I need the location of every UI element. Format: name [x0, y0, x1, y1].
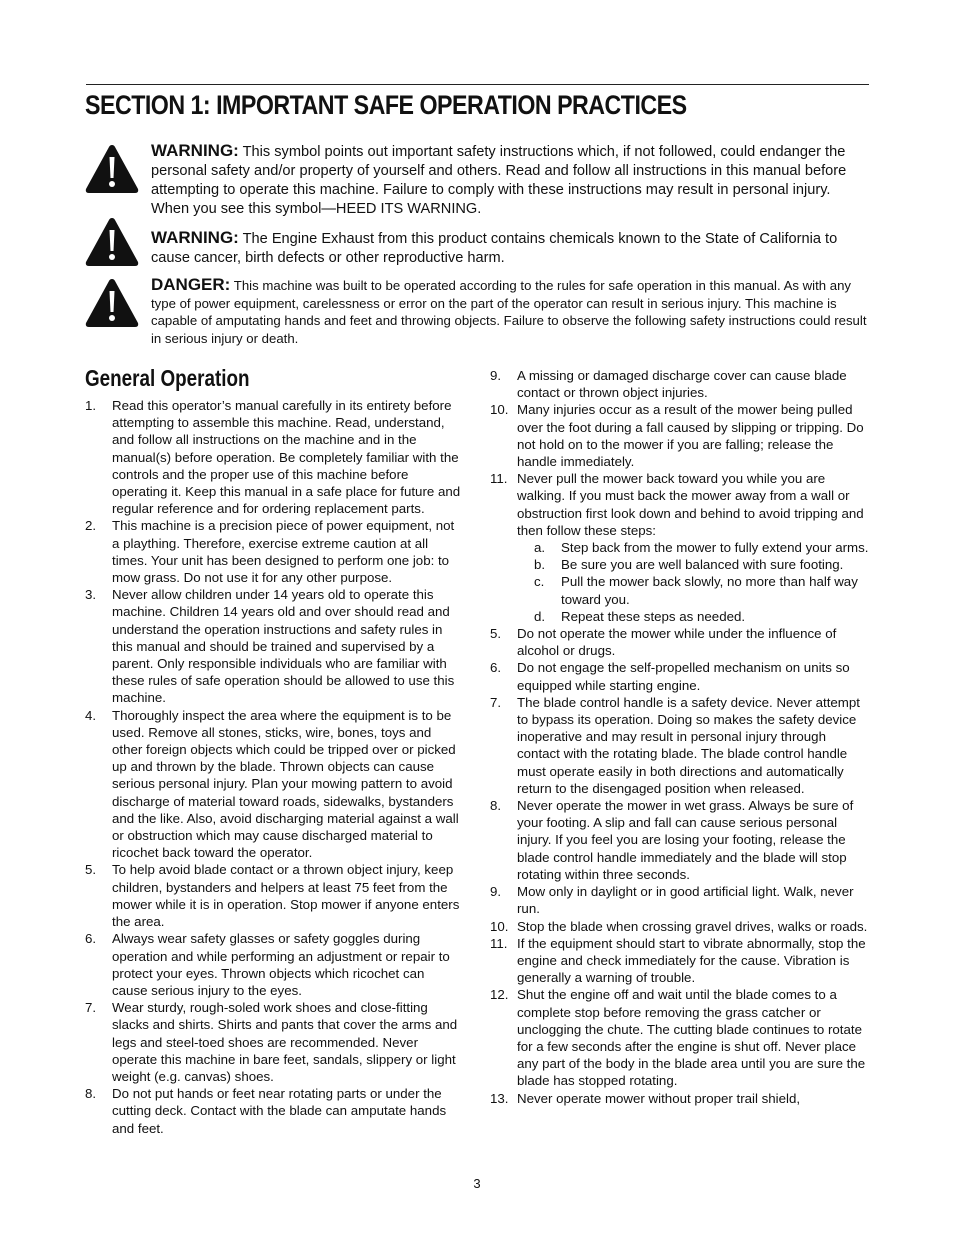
list-item: 10. Many injuries occur as a result of the mower being pulled over the foot during a fall caused by slipping or tripping. Do not hold on to the mower if you are falling; release the handle immediately.: [490, 402, 864, 470]
sub-steps-list: [517, 539, 870, 625]
list-item: 9. Mow only in daylight or in good artificial light. Walk, never run.: [490, 884, 854, 917]
notice-text: This symbol points out important safety instructions which, if not followed, could endanger the personal safety and/or property of yourself and others. Read and follow all instructions in this manual before attempting to operate this machine. Failure to comply with these instructions may result in personal injury. When you see this symbol—HEED ITS WARNING.: [151, 144, 847, 217]
list-item: 9. A missing or damaged discharge cover can cause blade contact or thrown object injuries.: [490, 368, 847, 401]
list-item: 3. Never allow children under 14 years old to operate this machine. Children 14 years old and over should read and understand the operation instructions and safety rules in this manual and should be trained and supervised by a parent. Only responsible individuals who are familiar with these rules of safe operation should be allowed to use this machine.: [85, 587, 455, 706]
sub-list-item: b. Be sure you are well balanced with sure footing.: [534, 557, 844, 573]
general-operation-list-right: [490, 367, 870, 1107]
warning-notice-safety-symbol: [151, 141, 869, 219]
warning-label: WARNING:: [151, 228, 239, 247]
notice-text: The Engine Exhaust from this product contains chemicals known to the State of California to cause cancer, birth defects or other reproductive harm.: [151, 231, 838, 266]
list-item: 2. This machine is a precision piece of power equipment, not a plaything. Therefore, exercise extreme caution at all times. Your unit has been designed to perform one job: to mow grass. Do not use it for any other purpose.: [85, 518, 455, 586]
list-item: 7. Wear sturdy, rough-soled work shoes and close-fitting slacks and shirts. Shirts and pants that cover the arms and legs and steel-toed shoes are recommended. Never operate this machine in bare feet, sandals, slippery or light weight (e.g. canvas) shoes.: [85, 1000, 458, 1084]
general-operation-heading: General Operation: [85, 365, 250, 391]
list-item: 6. Do not engage the self-propelled mechanism on units so equipped while starting engine.: [490, 660, 850, 693]
warning-triangle-icon: [84, 143, 140, 195]
general-operation-list-left: [85, 397, 463, 1137]
list-item: 11. Never pull the mower back toward you while you are walking. If you must back the mower away from a wall or obstruction first look down and behind to avoid tripping and then follow these steps: a. Step back from the mower to fully extend your arms. b. Be sure you are well balanced with sure footing. c. Pull the mower back slowly, no more than half way toward you. d. Repeat these steps as needed.: [490, 471, 869, 624]
section-title: SECTION 1: IMPORTANT SAFE OPERATION PRACTICES: [85, 90, 687, 120]
list-item: 5. Do not operate the mower while under the influence of alcohol or drugs.: [490, 626, 837, 659]
sub-list-item: a. Step back from the mower to fully extend your arms.: [534, 540, 869, 556]
list-item: 6. Always wear safety glasses or safety goggles during operation and while performing an adjustment or repair to protect your eyes. Thrown objects which ricochet can cause serious injury to the eyes.: [85, 931, 450, 998]
list-item: 10. Stop the blade when crossing gravel drives, walks or roads.: [490, 918, 868, 934]
warning-label: WARNING:: [151, 141, 239, 160]
danger-triangle-icon: [84, 277, 140, 329]
list-item: 7. The blade control handle is a safety device. Never attempt to bypass its operation. Doing so makes the safety device inoperative and may result in personal injury through contact with the rotating blade. The blade control handle must operate easily in both directions and automatically return to the disengaged position when released.: [490, 694, 860, 796]
header-rule: [86, 84, 869, 85]
list-item: 11. If the equipment should start to vibrate abnormally, stop the engine and check immediately for the cause. Vibration is generally a warning of trouble.: [490, 935, 866, 986]
sub-list-item: d. Repeat these steps as needed.: [534, 608, 746, 624]
page-number: 3: [473, 1176, 481, 1191]
list-item: 8. Never operate the mower in wet grass. Always be sure of your footing. A slip and fall can cause serious personal injury. If you feel you are losing your footing, release the blade control handle immediately and the blade will stop rotating within three seconds.: [490, 798, 854, 882]
list-item: 13. Never operate mower without proper trail shield,: [490, 1090, 801, 1106]
sub-list-item: c. Pull the mower back slowly, no more than half way toward you.: [534, 574, 858, 607]
list-item: 8. Do not put hands or feet near rotating parts or under the cutting deck. Contact with the blade can amputate hands and feet.: [85, 1086, 447, 1136]
list-item: 4. Thoroughly inspect the area where the equipment is to be used. Remove all stones, sticks, wire, bones, toys and other foreign objects which could be tripped over or picked up and thrown by the blade. Thrown objects can cause serious personal injury. Plan your mowing pattern to avoid discharge of material toward roads, sidewalks, bystanders and the like. Also, avoid discharging material against a wall or obstruction which may cause discharged material to ricochet back toward the operator.: [85, 707, 459, 861]
notice-text: This machine was built to be operated according to the rules for safe operation in this manual. As with any type of power equipment, carelessness or error on the part of the operator can result in serious injury. This machine is capable of amputating hands and feet and throwing objects. Failure to observe the following safety instructions could result in serious injury or death.: [151, 278, 867, 346]
warning-triangle-icon: [84, 216, 140, 268]
list-item: 12. Shut the engine off and wait until the blade comes to a complete stop before removing the grass catcher or unclogging the chute. The cutting blade continues to rotate for a few seconds after the engine is shut off. Never place any part of the body in the blade area until you are sure the blade has stopped rotating.: [490, 987, 866, 1089]
list-item: 1. Read this operator’s manual carefully in its entirety before attempting to assemble this machine. Read, understand, and follow all instructions on the machine and in the manual(s) before operation. Be completely familiar with the controls and the proper use of this machine before operating it. Keep this manual in a safe place for future and regular reference and for ordering replacement parts.: [85, 398, 461, 517]
warning-notice-california: [151, 228, 869, 268]
list-item: 5. To help avoid blade contact or a thrown object injury, keep children, bystanders and helpers at least 75 feet from the mower while it is in operation. Stop mower if anyone enters the area.: [85, 862, 460, 930]
danger-label: DANGER:: [151, 275, 231, 294]
danger-notice: [151, 276, 869, 347]
